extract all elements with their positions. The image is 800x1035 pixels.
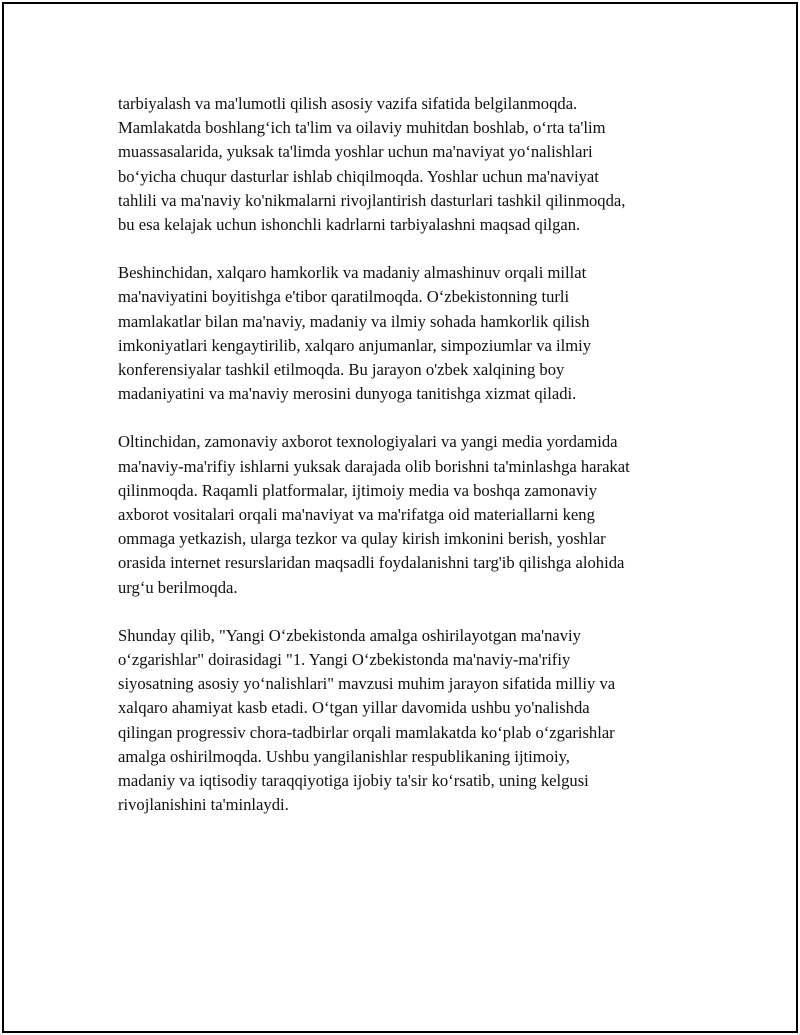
paragraph-1: tarbiyalash va ma'lumotli qilish asosiy vazifa sifatida belgilanmoqda. Mamlakatda boshlang‘ich ta'lim va oilaviy muhitdan boshlab, o‘rta ta'lim muassasalarida, yuksak ta'limda yoshlar uchun ma'naviyat yo‘nalishlari bo‘yicha chuqur dasturlar ishlab chiqilmoqda. Yoshlar uchun ma'naviyat tahlili va ma'naviy ko'nikmalarni rivojlantirish dasturlari tashkil qilinmoqda, bu esa kelajak uchun ishonchli kadrlarni tarbiyalashni maqsad qilgan. [118, 94, 626, 235]
paragraph-2: Beshinchidan, xalqaro hamkorlik va madaniy almashinuv orqali millat ma'naviyatini boyitishga e'tibor qaratilmoqda. O‘zbekistonning turli mamlakatlar bilan ma'naviy, madaniy va ilmiy sohada hamkorlik qilish imkoniyatlari kengaytirilib, xalqaro anjumanlar, simpoziumlar va ilmiy konferensiyalar tashkil etilmoqda. Bu jarayon o'zbek xalqining boy madaniyatini va ma'naviy merosini dunyoga tanitishga xizmat qiladi. [118, 263, 592, 404]
document-body [118, 92, 698, 841]
paragraph-3: Oltinchidan, zamonaviy axborot texnologiyalari va yangi media yordamida ma'naviy-ma'rifiy ishlarni yuksak darajada olib borishni ta'minlashga harakat qilinmoqda. Raqamli platformalar, ijtimoiy media va boshqa zamonaviy axborot vositalari orqali ma'naviyat va ma'rifatga oid materiallarni keng ommaga yetkazish, ularga tezkor va qulay kirish imkonini berish, yoshlar orasida internet resurslaridan maqsadli foydalanishni targ'ib qilishga alohida urg‘u berilmoqda. [118, 432, 630, 597]
paragraph-4: Shunday qilib, "Yangi O‘zbekistonda amalga oshirilayotgan ma'naviy o‘zgarishlar" doirasidagi "1. Yangi O‘zbekistonda ma'naviy-ma'rifiy siyosatning asosiy yo‘nalishlari" mavzusi muhim jarayon sifatida milliy va xalqaro ahamiyat kasb etadi. O‘tgan yillar davomida ushbu yo'nalishda qilingan progressiv chora-tadbirlar orqali mamlakatda ko‘plab o‘zgarishlar amalga oshirilmoqda. Ushbu yangilanishlar respublikaning ijtimoiy, madaniy va iqtisodiy taraqqiyotiga ijobiy ta'sir ko‘rsatib, uning kelgusi rivojlanishini ta'minlaydi. [118, 625, 616, 815]
